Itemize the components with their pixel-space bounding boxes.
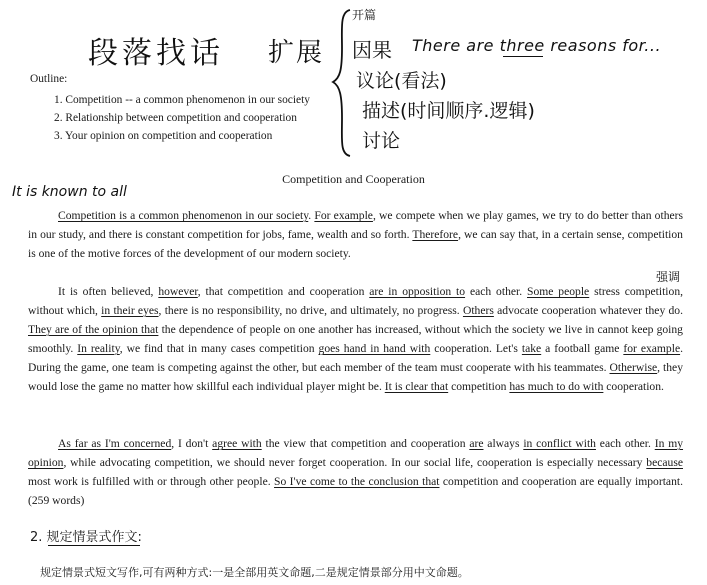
side-note-argument: 议论(看法) (356, 70, 447, 92)
phrase-underlined: agree with (212, 437, 262, 450)
section-2-heading-underline (48, 545, 140, 546)
side-note-opening: 开篇 (352, 8, 377, 22)
outline-item: 3. Your opinion on competition and cooperation (54, 130, 273, 142)
phrase-underlined: however (158, 285, 198, 298)
phrase-underlined: in conflict with (523, 437, 596, 450)
phrase-underlined: in their eyes (101, 304, 159, 317)
section-2-text: 规定情景式短文写作,可有两种方式:一是全部用英文命题,二是规定情景部分用中文命题。 (40, 566, 469, 579)
side-note-cause: 因果 (352, 38, 392, 62)
margin-handwritten-note: 强调 (656, 270, 681, 284)
phrase-underlined: Some people (527, 285, 590, 298)
section-2-heading: 2. 规定情景式作文: (30, 530, 142, 545)
side-note-reasons: There are three reasons for... (412, 36, 662, 55)
phrase-underlined: They are of the opinion that (28, 323, 159, 336)
phrase-underlined: are in opposition to (369, 285, 466, 298)
phrase-underlined: take (521, 342, 542, 355)
phrase-underlined: for example (623, 342, 681, 355)
phrase-underlined: has much to do with (509, 380, 604, 393)
handwritten-title: 段落找话 (88, 36, 224, 71)
outline-heading: Outline: (30, 73, 68, 85)
essay-paragraph-3: As far as I'm concerned, I don't agree with the view that competition and cooperation are always in conflict with each other. In my opinion, while advocating competition, we should never forget cooperation. In our social life, cooperation is especially necessary because most work is fulfilled with or through other people. So I've come to the conclusion that competition and cooperation are equally important. (259 words) (28, 437, 684, 507)
intro-handwritten-note: It is known to all (12, 184, 127, 200)
handwritten-expand: 扩展 (268, 38, 325, 68)
outline-item: 1. Competition -- a common phenomenon in our society (54, 94, 310, 106)
phrase-underlined: In my opinion (28, 437, 684, 469)
side-note-discussion: 讨论 (362, 130, 401, 152)
phrase-underlined: Others (462, 304, 494, 317)
outline-item: 2. Relationship between competition and cooperation (54, 112, 297, 124)
phrase-underlined: Otherwise (609, 361, 658, 374)
phrase-underlined: Therefore (412, 228, 459, 241)
side-note-description: 描述(时间顺序.逻辑) (362, 100, 535, 122)
phrase-underlined: are (469, 437, 484, 450)
essay-paragraph-2: It is often believed, however, that competition and cooperation are in opposition to each other. Some people stress competition, without which, in their eyes, there is no responsibility, no drive, and ultimately, no progress. Others advocate cooperation whatever they do. They are of the opinion that the dependence of people on one another has increased, without which the society we live in cannot keep going smoothly. In reality, we find that in many cases competition goes hand in hand with cooperation. Let's take a football game for example. During the game, one team is competing against the other, but each member of the team must cooperate with his teammates. Otherwise, they would lose the game no matter how skillful each individual player might be. It is clear that competition has much to do with cooperation. (28, 285, 684, 393)
phrase-underlined: So I've come to the conclusion that (274, 475, 440, 488)
reasons-underline (503, 56, 543, 57)
essay-paragraph-1: Competition is a common phenomenon in our society. For example, we compete when we play games, we try to do better than others in our study, and there is constant competition for jobs, fame, wealth and so forth. Therefore, we can say that, in a certain sense, competition is one of the motive forces of the development of our modern society. (28, 209, 684, 260)
phrase-underlined: In reality (77, 342, 120, 355)
brace-mark (330, 8, 354, 158)
outline (30, 72, 310, 145)
phrase-underlined: As far as I'm concerned (58, 437, 172, 450)
phrase-underlined: goes hand in hand with (318, 342, 431, 355)
phrase-underlined: because (646, 456, 683, 469)
phrase-underlined: For example (314, 209, 373, 222)
essay-title: Competition and Cooperation (282, 172, 425, 186)
phrase-underlined: Competition is a common phenomenon in our society (58, 209, 309, 222)
phrase-underlined: It is clear that (384, 380, 449, 393)
